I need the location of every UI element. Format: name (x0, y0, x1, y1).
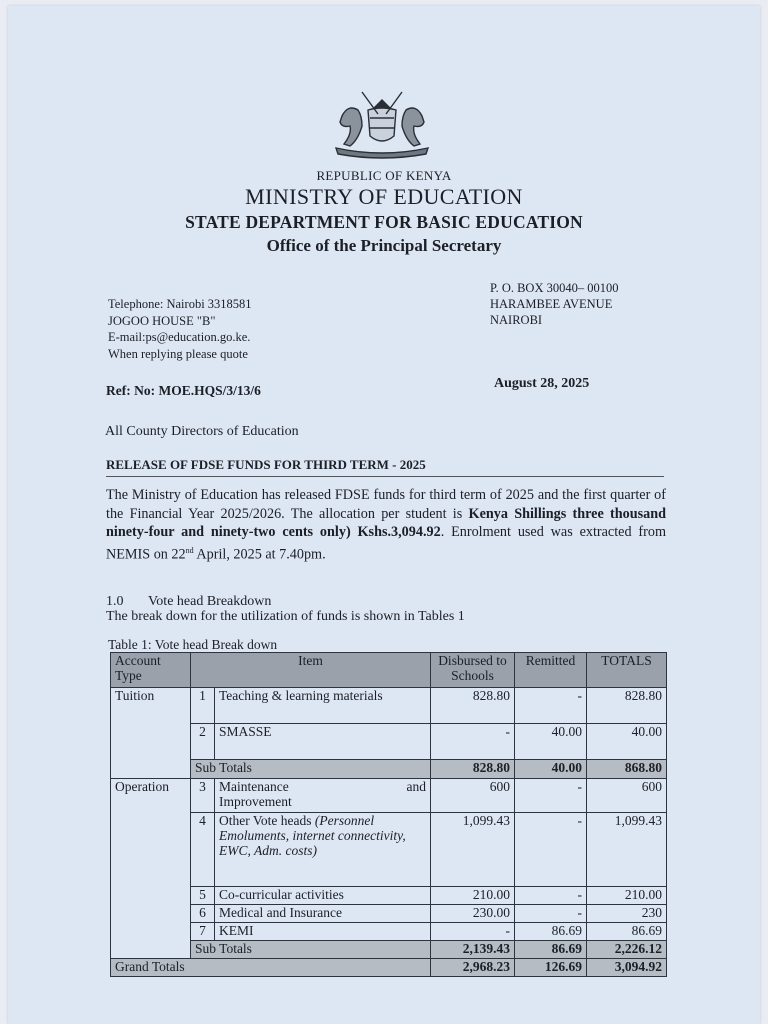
section-heading (106, 594, 271, 610)
row-disbursed: 1,099.43 (431, 813, 515, 887)
row-total: 1,099.43 (587, 813, 667, 887)
row-item (215, 813, 431, 887)
ministry-heading: MINISTRY OF EDUCATION (245, 184, 523, 209)
subtotal-row-operation (111, 941, 667, 959)
table-header-row (111, 653, 667, 688)
table-row (111, 887, 667, 905)
grand-total-disbursed: 2,968.23 (431, 959, 515, 977)
section-title: Vote head Breakdown (148, 594, 272, 609)
subtotal-disbursed: 2,139.43 (431, 941, 515, 959)
row-total: 40.00 (587, 724, 667, 760)
allocation-amount: Kenya Shillings three thousand ninety-four and ninety-two cents only) Kshs.3,094.92 (106, 505, 666, 540)
row-item: KEMI (215, 923, 431, 941)
row-total: 600 (587, 779, 667, 813)
subject-line: RELEASE OF FDSE FUNDS FOR THIRD TERM - 2025 (106, 457, 664, 477)
subtotal-label: Sub Totals (191, 941, 431, 959)
row-total: 828.80 (587, 688, 667, 724)
grand-total-total: 3,094.92 (587, 959, 667, 977)
grand-total-label: Grand Totals (111, 959, 431, 977)
header-totals: TOTALS (587, 653, 667, 688)
table-row (111, 905, 667, 923)
addressee: All County Directors of Education (105, 424, 299, 439)
row-item: Medical and Insurance (215, 905, 431, 923)
header-disbursed: Disbursed to Schools (431, 653, 515, 688)
city: NAIROBI (490, 313, 543, 327)
table-row (111, 724, 667, 760)
grand-total-remitted: 126.69 (515, 959, 587, 977)
row-item-detail: (Personnel Emoluments, internet connectivity, EWC, Adm. costs) (219, 813, 406, 858)
subtotal-row-tuition (111, 760, 667, 779)
row-number: 3 (191, 779, 215, 813)
row-remitted: 40.00 (515, 724, 587, 760)
section-description: The break down for the utilization of funds is shown in Tables 1 (106, 609, 465, 624)
address-block (490, 280, 619, 328)
body-part-1: The Ministry of Education has released FDSE funds for third term of 2025 and the first quarter of the Financial Year 2025/2026. The allocation per student is (106, 487, 666, 522)
department-heading: STATE DEPARTMENT FOR BASIC EDUCATION (185, 212, 583, 232)
building: JOGOO HOUSE "B" (108, 313, 216, 328)
row-item: Teaching & learning materials (215, 688, 431, 724)
body-part-3: April, 2025 at 7.40pm. (193, 546, 326, 563)
table-row (111, 813, 667, 887)
row-item-word-1: Maintenance (219, 779, 289, 794)
vote-head-table (110, 652, 667, 977)
subtotal-total: 868.80 (587, 760, 667, 779)
row-remitted: 86.69 (515, 923, 587, 941)
row-disbursed: 828.80 (431, 688, 515, 724)
row-item: Co-curricular activities (215, 887, 431, 905)
row-item (215, 779, 431, 813)
row-disbursed: 230.00 (431, 905, 515, 923)
body-part-2: . Enrolment used was extracted from NEMIS on 22 (106, 524, 666, 563)
header-item: Item (191, 653, 431, 688)
ordinal-suffix: nd (185, 545, 194, 555)
row-disbursed: - (431, 923, 515, 941)
email: E-mail:ps@education.go.ke. (108, 330, 251, 344)
row-disbursed: 210.00 (431, 887, 515, 905)
section-number: 1.0 (106, 594, 124, 609)
header-remitted: Remitted (515, 653, 587, 688)
row-remitted: - (515, 887, 587, 905)
body-paragraph (106, 486, 666, 564)
reply-note: When replying please quote (108, 346, 248, 361)
office-heading: Office of the Principal Secretary (266, 236, 502, 255)
row-disbursed: 600 (431, 779, 515, 813)
subtotal-remitted: 40.00 (515, 760, 587, 779)
header-account-type: Account Type (111, 653, 191, 688)
account-type-operation: Operation (111, 779, 191, 959)
row-total: 86.69 (587, 923, 667, 941)
account-type-tuition: Tuition (111, 688, 191, 779)
row-disbursed: - (431, 724, 515, 760)
contact-block (108, 296, 252, 362)
kenya-coat-of-arms-icon (322, 86, 442, 162)
row-item: SMASSE (215, 724, 431, 760)
row-remitted: - (515, 813, 587, 887)
subtotal-label: Sub Totals (191, 760, 431, 779)
table-row (111, 923, 667, 941)
subtotal-disbursed: 828.80 (431, 760, 515, 779)
reference-number: Ref: No: MOE.HQS/3/13/6 (106, 383, 261, 398)
row-number: 1 (191, 688, 215, 724)
subtotal-remitted: 86.69 (515, 941, 587, 959)
table-caption: Table 1: Vote head Break down (108, 637, 278, 652)
republic-heading: REPUBLIC OF KENYA (316, 168, 452, 183)
subtotal-total: 2,226.12 (587, 941, 667, 959)
row-remitted: - (515, 905, 587, 923)
po-box: P. O. BOX 30040– 00100 (490, 281, 619, 295)
table-row (111, 779, 667, 813)
row-item-text: Other Vote heads (219, 813, 315, 828)
row-total: 210.00 (587, 887, 667, 905)
row-remitted: - (515, 688, 587, 724)
row-number: 2 (191, 724, 215, 760)
row-number: 7 (191, 923, 215, 941)
grand-total-row (111, 959, 667, 977)
street: HARAMBEE AVENUE (490, 297, 613, 311)
row-number: 5 (191, 887, 215, 905)
row-item-word-3: Improvement (219, 794, 292, 809)
row-number: 4 (191, 813, 215, 887)
row-number: 6 (191, 905, 215, 923)
row-remitted: - (515, 779, 587, 813)
row-item-word-2: and (406, 779, 426, 794)
row-total: 230 (587, 905, 667, 923)
letter-date: August 28, 2025 (494, 376, 590, 391)
telephone: Telephone: Nairobi 3318581 (108, 297, 252, 311)
table-row (111, 688, 667, 724)
